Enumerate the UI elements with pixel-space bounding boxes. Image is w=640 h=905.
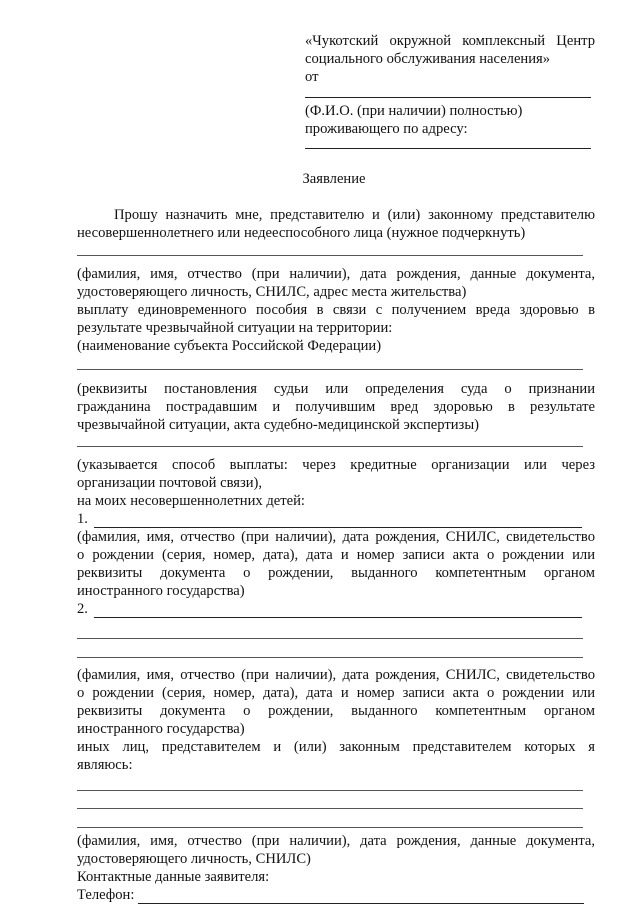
child-1-hint-line-3: реквизиты документа о рождении, выданного компетентным органом [77, 565, 595, 581]
child-2-hint-line-1: (фамилия, имя, отчество (при наличии), дата рождения, СНИЛС, свидетельство [77, 667, 595, 683]
payment-method-line[interactable] [77, 446, 583, 447]
child-1-hint-line-2: о рождении (серия, номер, дата), дата и номер записи акта о рождении или [77, 547, 595, 563]
child-1-row [77, 510, 595, 528]
court-hint-line-3: чрезвычайной ситуации, акта судебно-медицинской экспертизы) [77, 417, 479, 433]
others-hint-line-2: удостоверяющего личность, СНИЛС) [77, 851, 311, 867]
child-2-hint-line-2: о рождении (серия, номер, дата), дата и номер записи акта о рождении или [77, 685, 595, 701]
payment-line-3: (наименование субъекта Российской Федерации) [77, 338, 382, 354]
addressee-line-2: социального обслуживания населения» [305, 51, 551, 67]
applicant-details-line[interactable] [77, 255, 583, 256]
payment-method-hint-line-2: организации почтовой связи), [77, 475, 263, 491]
payment-line-1: выплату единовременного пособия в связи с получением вреда здоровью в [77, 302, 595, 318]
applicant-name-line[interactable] [305, 96, 591, 98]
phone-label: Телефон: [77, 887, 135, 903]
child-2-details-line-3[interactable] [77, 657, 583, 658]
applicant-hint-line-1: (фамилия, имя, отчество (при наличии), дата рождения, данные документа, [77, 266, 595, 282]
court-hint-line-1: (реквизиты постановления судьи или определения суда о признании [77, 381, 595, 397]
addressee-from: от [305, 69, 319, 85]
others-line-2: являюсь: [77, 757, 133, 773]
addressee-block [305, 32, 595, 149]
child-2-details-line-2[interactable] [77, 638, 583, 639]
child-1-details-line[interactable] [94, 513, 582, 528]
request-line-2: несовершеннолетнего или недееспособного лица (нужное подчеркнуть) [77, 225, 526, 241]
child-2-number: 2. [77, 601, 88, 617]
payment-line-2: результате чрезвычайной ситуации на территории: [77, 320, 393, 336]
payment-method-hint-line-1: (указывается способ выплаты: через кредитные организации или через [77, 457, 595, 473]
document-title: Заявление [302, 171, 366, 187]
child-1-hint-line-4: иностранного государства) [77, 583, 245, 599]
others-details-line-2[interactable] [77, 808, 583, 809]
child-1-hint-line-1: (фамилия, имя, отчество (при наличии), дата рождения, СНИЛС, свидетельство [77, 529, 595, 545]
others-hint-line-1: (фамилия, имя, отчество (при наличии), дата рождения, данные документа, [77, 833, 595, 849]
children-intro: на моих несовершеннолетних детей: [77, 493, 305, 509]
request-line-1: Прошу назначить мне, представителю и (или) законному представителю [114, 207, 595, 223]
child-2-details-line[interactable] [94, 603, 582, 618]
residence-label: проживающего по адресу: [305, 121, 468, 137]
others-details-line-1[interactable] [77, 790, 583, 791]
contacts-heading: Контактные данные заявителя: [77, 869, 270, 885]
addressee-line-1: «Чукотский окружной комплексный Центр [305, 33, 595, 49]
fio-hint: (Ф.И.О. (при наличии) полностью) [305, 103, 523, 119]
others-line-1: иных лиц, представителем и (или) законным представителем которых я [77, 739, 595, 755]
phone-row [77, 886, 595, 904]
residence-address-line[interactable] [305, 147, 591, 149]
phone-input-line[interactable] [138, 889, 584, 904]
court-hint-line-2: гражданина пострадавшим и получившим вред здоровью в результате [77, 399, 595, 415]
form-body [77, 206, 595, 904]
applicant-hint-line-2: удостоверяющего личность, СНИЛС, адрес места жительства) [77, 284, 467, 300]
child-1-number: 1. [77, 511, 88, 527]
child-2-hint-line-4: иностранного государства) [77, 721, 245, 737]
court-details-line[interactable] [77, 369, 583, 370]
child-2-hint-line-3: реквизиты документа о рождении, выданного компетентным органом [77, 703, 595, 719]
child-2-row [77, 600, 595, 618]
others-details-line-3[interactable] [77, 827, 583, 828]
